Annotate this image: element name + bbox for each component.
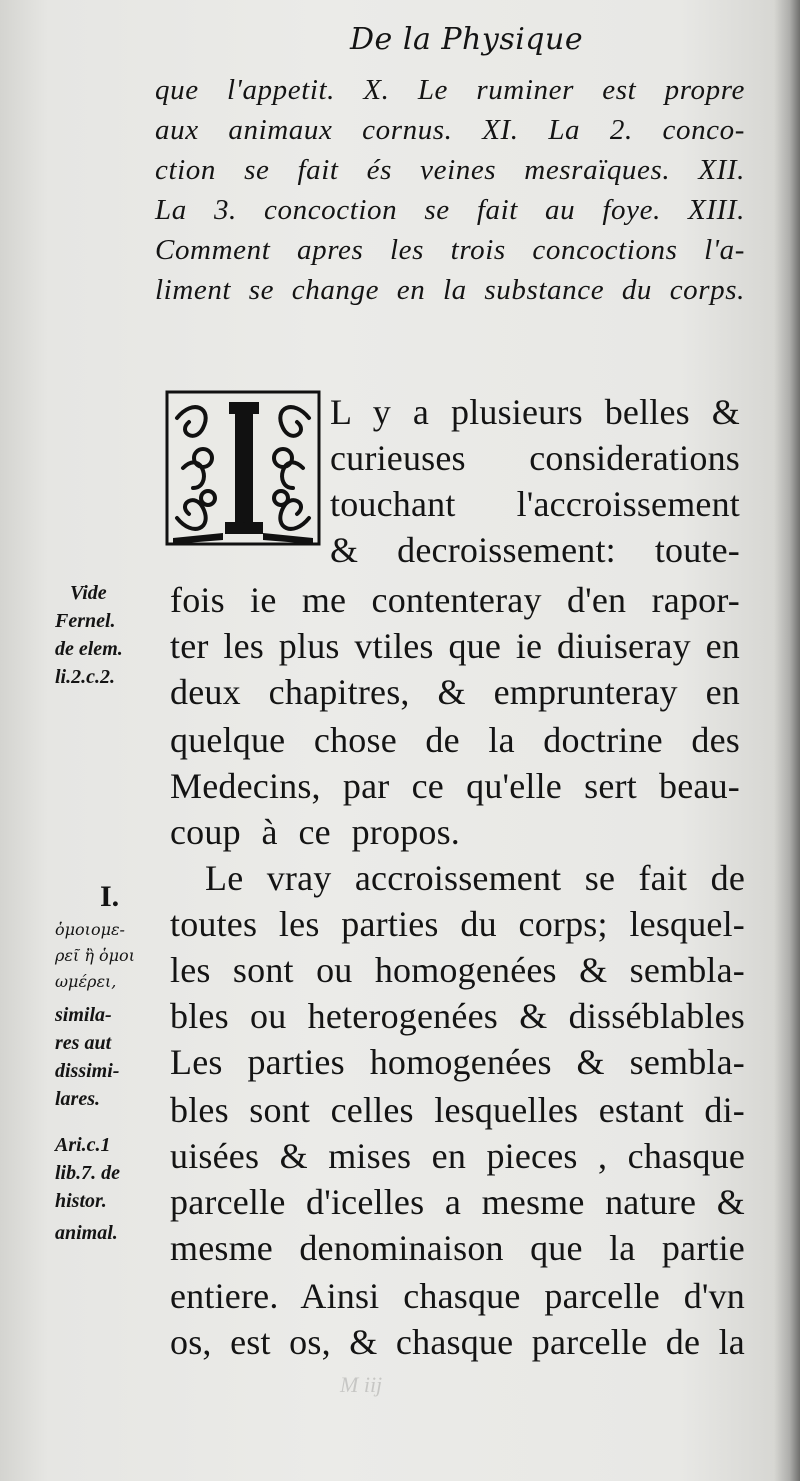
signature-mark: M iij — [340, 1372, 383, 1397]
body-line: parcelle d'icelles a mesme nature & — [170, 1182, 745, 1222]
body-line: bles sont celles lesquelles estant di- — [170, 1090, 745, 1130]
body-line: Medecins, par ce qu'elle sert beau- — [170, 766, 740, 806]
summary-line: aux animaux cornus. XI. La 2. conco- — [155, 114, 745, 146]
body-line: entiere. Ainsi chasque parcelle d'vn — [170, 1276, 745, 1316]
body-line: coup à ce propos. — [170, 812, 460, 852]
margin-note-line: histor. — [55, 1190, 107, 1212]
body-line: quelque chose de la doctrine des — [170, 720, 740, 760]
body-line: les sont ou homogenées & sembla- — [170, 950, 745, 990]
summary-line: ction se fait és veines mesraïques. XII. — [155, 154, 745, 186]
margin-note-line: animal. — [55, 1222, 118, 1244]
body-line: ter les plus vtiles que ie diuiseray en — [170, 626, 740, 666]
body-line: os, est os, & chasque parcelle de la — [170, 1322, 745, 1362]
margin-note-greek — [55, 968, 116, 995]
summary-line: La 3. concoction se fait au foye. XIII. — [155, 194, 745, 226]
margin-note-line: dissimi- — [55, 1060, 120, 1082]
body-line: bles ou heterogenées & disséblables — [170, 996, 745, 1036]
greek-text: ὁμοιομε- — [55, 920, 125, 939]
body-line: curieuses considerations — [330, 438, 740, 478]
body-line: uisées & mises en pieces , chasque — [170, 1136, 745, 1176]
body-line: fois ie me contenteray d'en rapor- — [170, 580, 740, 620]
margin-note-greek — [55, 916, 125, 943]
body-line: Les parties homogenées & sembla- — [170, 1042, 745, 1082]
running-head: De la Physique — [350, 22, 584, 57]
greek-text: ρεῖ ἢ ὁμοι — [55, 946, 135, 965]
body-line: L y a plusieurs belles & — [330, 392, 740, 432]
margin-note-line: lares. — [55, 1088, 100, 1110]
body-line: & decroissement: toute- — [330, 530, 740, 570]
margin-note-line: res aut — [55, 1032, 112, 1054]
margin-note-line: simila- — [55, 1004, 112, 1026]
body-line: toutes les parties du corps; lesquel- — [170, 904, 745, 944]
page-edge-shadow — [774, 0, 800, 1481]
summary-line: liment se change en la substance du corps. — [155, 274, 745, 306]
body-line: mesme denominaison que la partie — [170, 1228, 745, 1268]
initial-letter-text: I — [243, 522, 245, 524]
summary-line: Comment apres les trois concoctions l'a- — [155, 234, 745, 266]
ornamental-initial-icon — [163, 388, 323, 548]
body-line: Le vray accroissement se fait de — [205, 858, 745, 898]
greek-text: ωμέρει, — [55, 972, 117, 991]
margin-numeral: I. — [100, 880, 120, 913]
margin-note-line: de elem. — [55, 638, 123, 660]
margin-note-greek — [55, 942, 135, 969]
decorated-initial — [163, 388, 323, 548]
margin-note-line: Fernel. — [55, 610, 116, 632]
summary-line: que l'appetit. X. Le ruminer est propre — [155, 74, 745, 106]
margin-note-line: li.2.c.2. — [55, 666, 115, 688]
margin-note-line: lib.7. de — [55, 1162, 120, 1184]
chapter-summary — [155, 70, 745, 310]
margin-note-line: Vide — [70, 582, 107, 604]
body-line: touchant l'accroissement — [330, 484, 740, 524]
margin-note-line: Ari.c.1 — [55, 1134, 111, 1156]
body-line: deux chapitres, & emprunteray en — [170, 672, 740, 712]
